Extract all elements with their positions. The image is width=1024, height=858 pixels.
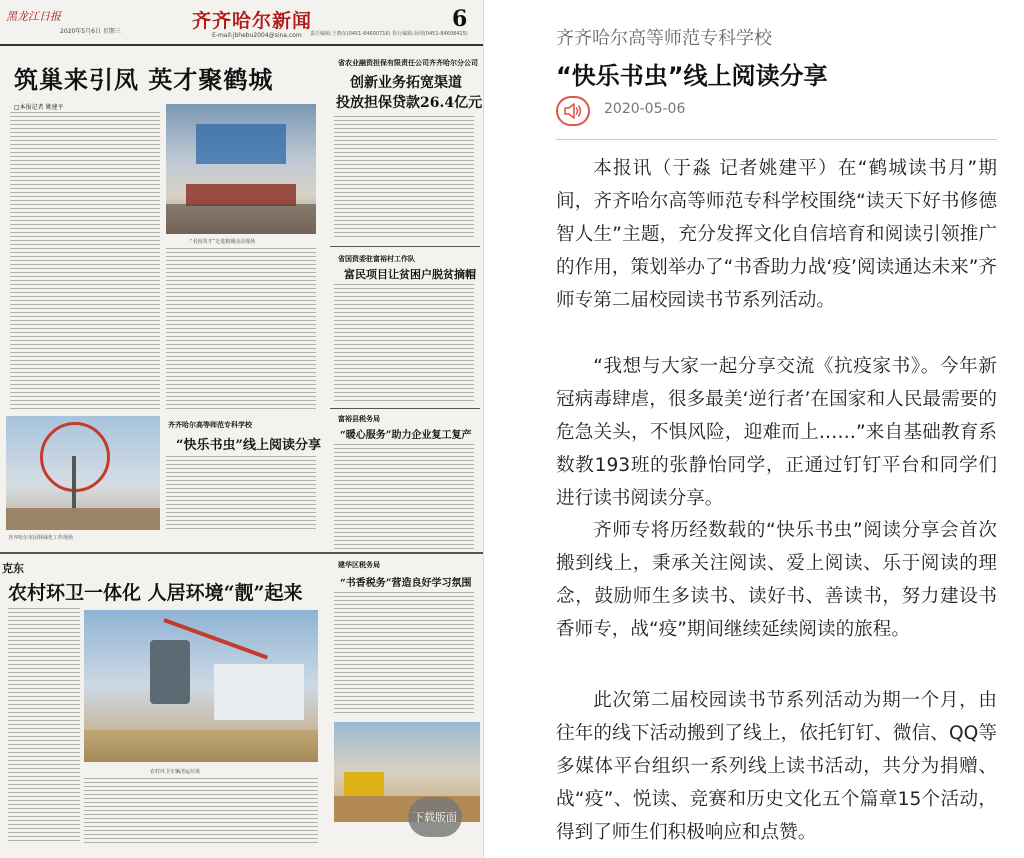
story1-photo-caption: “名校英才”走进鹤城活动现场	[190, 239, 256, 245]
newspaper-masthead	[0, 0, 484, 46]
divider	[330, 408, 480, 409]
audio-play-button[interactable]	[556, 96, 590, 126]
story1-byline: □本报记者 姚建平	[14, 104, 64, 111]
article-date: 2020-05-06	[604, 101, 686, 117]
article-paragraph-3: 齐师专将历经数载的“快乐书虫”阅读分享会首次搬到线上，秉承关注阅读、爱上阅读、乐于阅读的理念，鼓励师生多读书、读好书、善读书，努力建设书香师专，战“疫”期间继续延续阅读的旅程。	[556, 520, 997, 640]
story6-text-col2	[84, 778, 318, 846]
newspaper-page-number: 6	[452, 6, 468, 32]
story2-text	[334, 116, 474, 240]
article-title: “快乐书虫”线上阅读分享	[556, 62, 828, 90]
newspaper-editors: 责任编辑:王晓东(0451-84600716) 执行编辑:孙靖(0451-84608415)	[310, 31, 468, 37]
story1-headline: 筑巢来引凤 英才聚鹤城	[14, 65, 274, 94]
speaker-icon	[564, 103, 582, 119]
sanitation-photo-caption: 农村环卫车辆清运垃圾	[150, 769, 201, 775]
newspaper-email: E-mail:jbhebu2004@sina.com	[212, 32, 302, 39]
newspaper-section-title: 齐齐哈尔新闻	[192, 10, 313, 32]
article-paragraph-2: “我想与大家一起分享交流《抗疫家书》。今年新冠病毒肆虐，很多最美‘逆行者’在国家和人民最需要的危急关头，不惧风险，迎难而上……”来自基础教育系数教193班的张静怡同学，正通过钉钉平台和同学们进行读书阅读分享。	[556, 356, 997, 509]
newspaper-brand: 黑龙江日报	[6, 10, 61, 23]
newspaper-date: 2020年5月6日 星期三	[60, 28, 121, 35]
article-paragraph-1: 本报讯（于淼 记者姚建平）在“鹤城读书月”期间，齐齐哈尔高等师范专科学校围绕“读天下好书修德智人生”主题，充分发挥文化自信培育和阅读引领推广的作用，策划举办了“书香助力战‘疫’阅读通达未来”齐师专第二届校园读书节系列活动。	[556, 158, 997, 311]
article-school: 齐齐哈尔高等师范专科学校	[556, 28, 772, 49]
story2-headline-line1: 创新业务拓宽渠道	[350, 75, 462, 91]
story5-kicker: 富裕县税务局	[338, 414, 380, 423]
article-divider	[556, 139, 997, 140]
story4-kicker: 齐齐哈尔高等师范专科学校	[168, 420, 252, 429]
story2-headline-line2: 投放担保贷款26.4亿元	[336, 95, 483, 111]
story1-photo	[166, 104, 316, 234]
story3-kicker: 省国资委驻富裕村工作队	[338, 254, 415, 263]
story2-kicker: 省农业融资担保有限责任公司齐齐哈尔分公司	[338, 58, 478, 67]
story7-headline: “书香税务”营造良好学习氛围	[340, 578, 472, 589]
story1-text-col1	[10, 112, 160, 412]
divider	[330, 246, 480, 247]
newspaper-page[interactable]	[0, 0, 484, 858]
ferris-wheel-photo	[6, 416, 160, 530]
story5-headline: “暖心服务”助力企业复工复产	[340, 430, 472, 441]
story6-kicker: 克东	[2, 562, 24, 575]
divider	[0, 552, 484, 554]
story1-text-col2	[166, 248, 316, 412]
download-page-button[interactable]: 下载版面	[408, 797, 462, 837]
story7-kicker: 建华区税务局	[338, 560, 380, 569]
story7-text	[334, 592, 474, 716]
story4-headline[interactable]: “快乐书虫”线上阅读分享	[176, 438, 321, 453]
article-paragraph-4: 此次第二届校园读书节系列活动为期一个月，由往年的线下活动搬到了线上，依托钉钉、微信、QQ等多媒体平台组织一系列线上读书活动，共分为捐赠、战“疫”、悦读、竞赛和历史文化五个篇章15个活动，得到了师生们积极响应和点赞。	[556, 690, 997, 843]
story3-text	[334, 284, 474, 402]
story5-text	[334, 444, 474, 552]
story3-headline: 富民项目让贫困户脱贫摘帽	[344, 268, 476, 281]
sanitation-truck-photo	[84, 610, 318, 762]
story6-headline: 农村环卫一体化 人居环境“靓”起来	[8, 582, 303, 604]
story6-text-col1	[8, 608, 80, 844]
article-panel	[556, 0, 1000, 858]
ferris-wheel-caption: 齐齐哈尔市园林绿化工作现场	[8, 535, 74, 541]
story4-text	[166, 456, 316, 530]
